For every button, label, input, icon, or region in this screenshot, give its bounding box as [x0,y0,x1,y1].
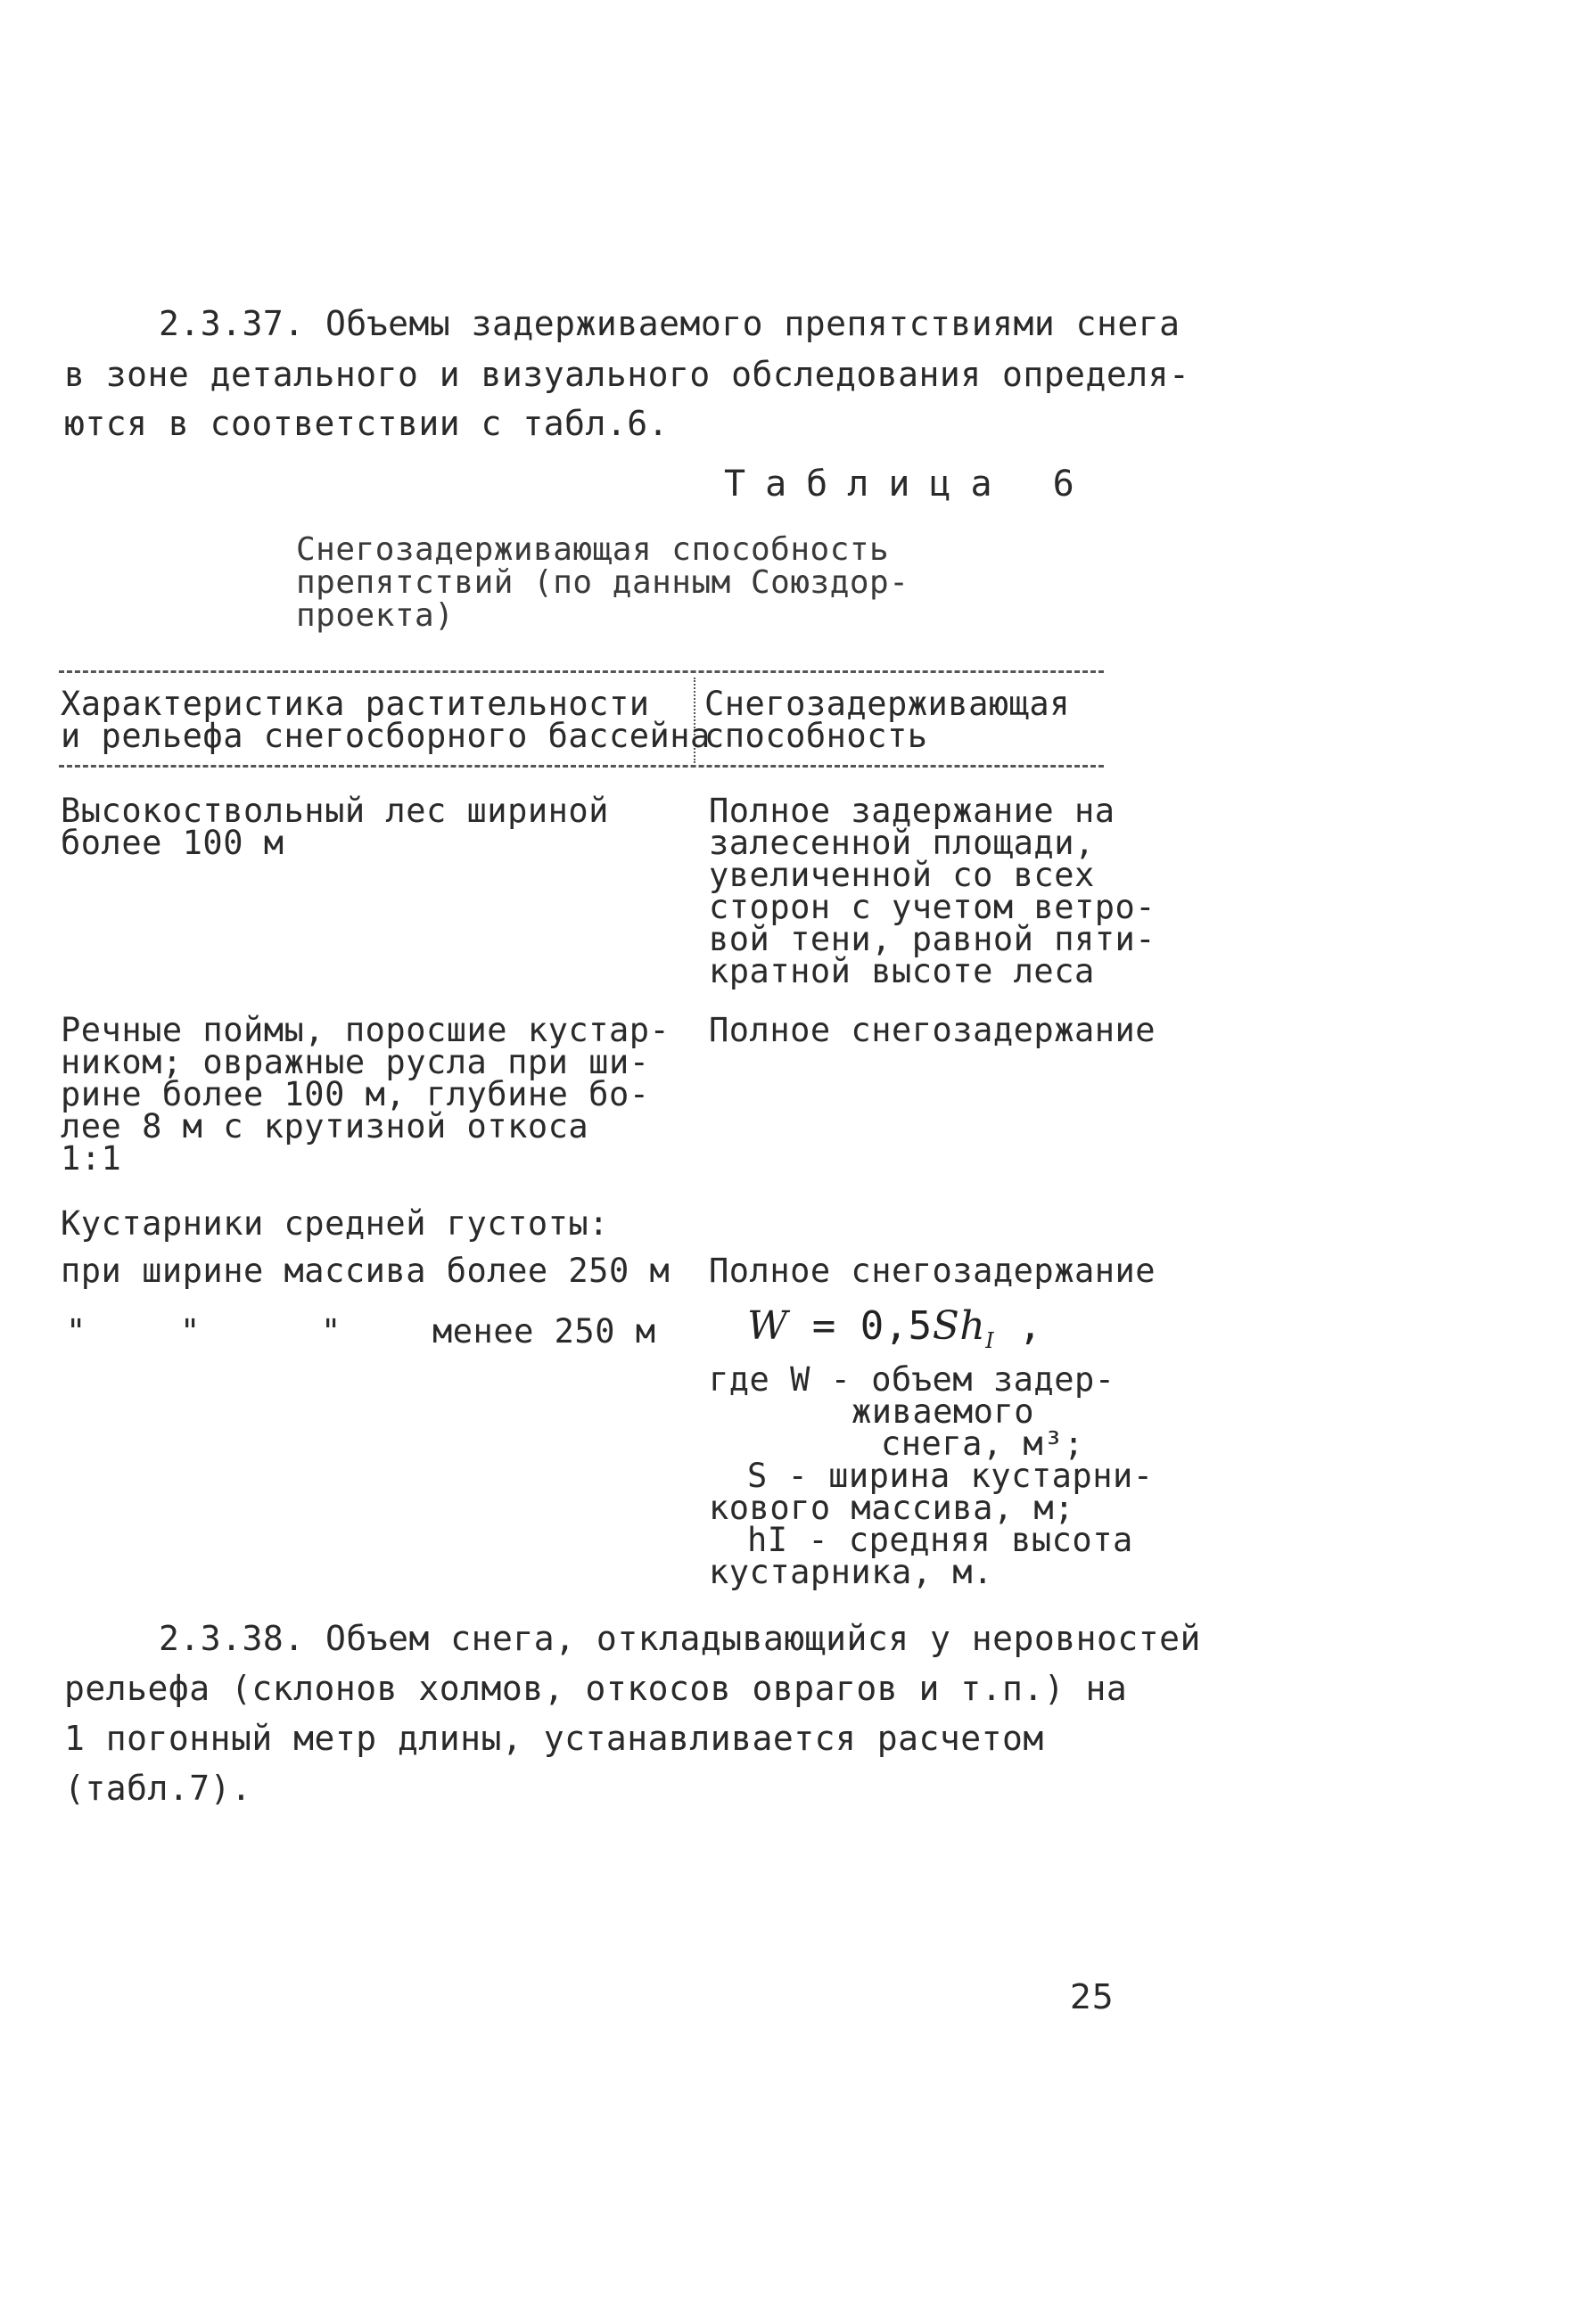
paragraph-1-line-2: в зоне детального и визуального обследования определя- [64,355,1190,394]
page-number: 25 [1070,1977,1115,2016]
table-header-rule [59,765,1104,768]
row-5-right-line-1: где W - объем задер- [709,1360,1115,1399]
row-5-right-line-5: кового массива, м; [709,1489,1074,1527]
row-1-right-line-1: Полное задержание на [709,792,1115,830]
row-5-right-line-6: hI - средняя высота [747,1521,1133,1559]
row-5-ditto-mark-1: " [66,1312,86,1351]
row-1-right-line-2: залесенной площади, [709,824,1095,862]
paragraph-1-line-3: ются в соответствии с табл.6. [64,404,669,443]
formula-s: S [932,1303,960,1349]
formula-h: h [959,1303,986,1349]
table-header-left-line-2: и рельефа снегосборного бассейна [61,717,711,755]
table-caption-line-3: проекта) [296,597,455,634]
paragraph-2-line-4: (табл.7). [64,1769,252,1808]
row-3-left-line-1: Кустарники средней густоты: [61,1204,609,1243]
row-5-right-line-4: S - ширина кустарни- [747,1457,1154,1495]
row-2-left-line-1: Речные поймы, поросшие кустар- [61,1011,670,1049]
row-4-right-line-1: Полное снегозадержание [709,1252,1156,1290]
row-5-right-line-3: снега, м³; [881,1425,1084,1463]
row-5-right-line-2: живаемого [851,1392,1034,1431]
table-caption-line-1: Снегозадерживающая способность [296,531,890,568]
table-header-right-line-1: Снегозадерживающая [704,685,1070,723]
table-header-left-line-1: Характеристика растительности [61,685,650,723]
row-5-ditto-mark-2: " [180,1312,201,1351]
table-label: Таблица 6 [724,464,1094,505]
row-2-left-line-4: лее 8 м с крутизной откоса [61,1107,589,1146]
paragraph-2-line-1: 2.3.38. Объем снега, откладывающийся у неровностей [159,1619,1201,1658]
paragraph-2-line-2: рельефа (склонов холмов, откосов оврагов и т.п.) на [64,1669,1128,1708]
row-1-right-line-4: сторон с учетом ветро- [709,888,1156,926]
row-5-ditto-mark-3: " [321,1312,341,1351]
row-2-right-line-1: Полное снегозадержание [709,1011,1156,1049]
row-1-right-line-6: кратной высоте леса [709,952,1095,990]
row-2-left-line-5: 1:1 [61,1139,122,1178]
row-1-right-line-5: вой тени, равной пяти- [709,920,1156,958]
table-caption-line-2: препятствий (по данным Союздор- [296,564,909,601]
formula-coefficient: = 0,5 [787,1303,933,1349]
row-5-right-line-7: кустарника, м. [709,1553,993,1591]
row-5-left-tail: менее 250 м [432,1312,656,1351]
paragraph-2-line-3: 1 погонный метр длины, устанавливается расчетом [64,1719,1044,1758]
table-header-right-line-2: способность [704,717,928,755]
row-2-left-line-3: рине более 100 м, глубине бо- [61,1075,650,1113]
row-1-right-line-3: увеличенной со всех [709,856,1095,894]
row-1-left-line-2: более 100 м [61,824,284,862]
row-4-left-line-1: при ширине массива более 250 м [61,1252,670,1290]
formula-comma: , [994,1303,1043,1349]
formula-w: W [747,1303,788,1349]
row-2-left-line-2: ником; овражные русла при ши- [61,1043,650,1081]
formula-h-subscript: I [985,1327,995,1353]
table-top-rule [59,670,1104,673]
paragraph-1-line-1: 2.3.37. Объемы задерживаемого препятствиями снега [159,304,1181,343]
row-5-formula [747,1303,1042,1353]
row-1-left-line-1: Высокоствольный лес шириной [61,792,609,830]
